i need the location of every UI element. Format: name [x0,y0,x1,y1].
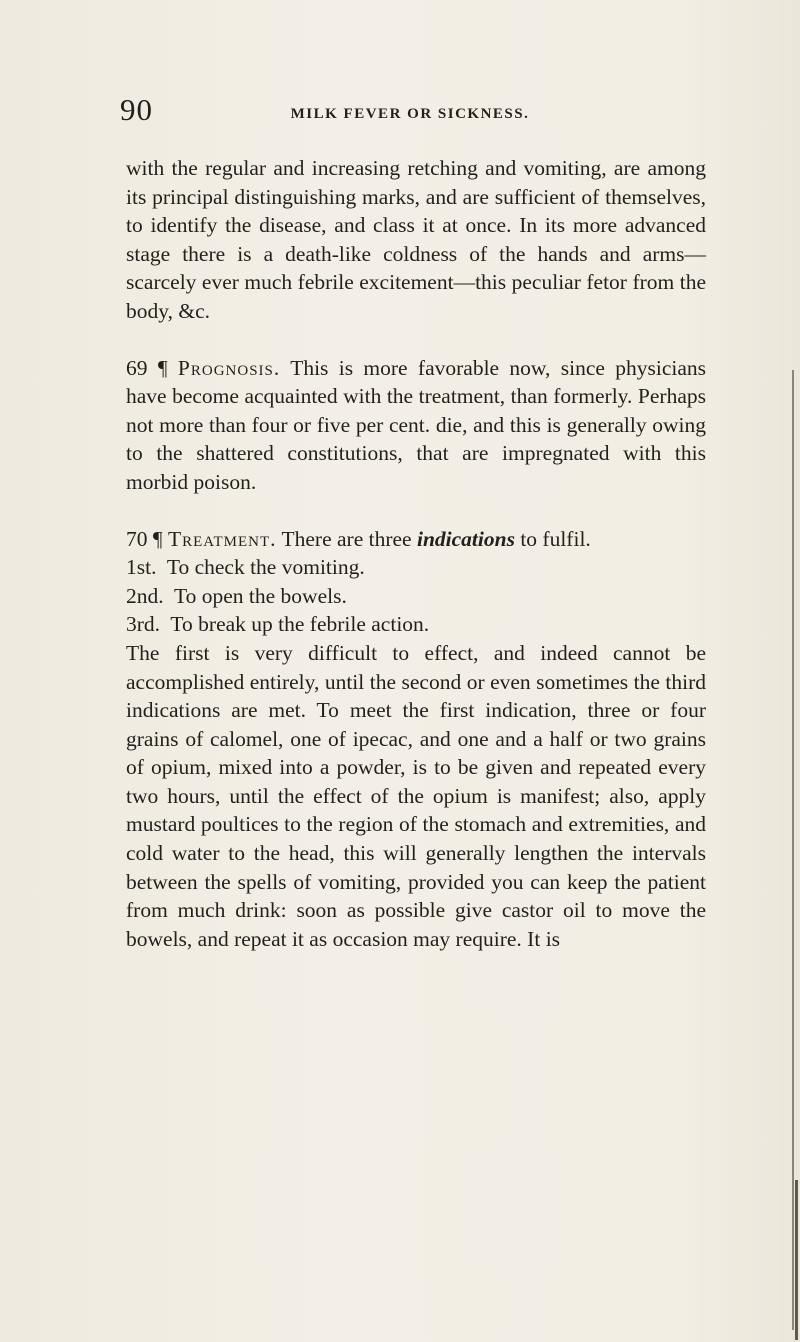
page-header [120,92,700,146]
emphasis-text: indications [416,526,515,551]
section-heading: Treatment. [168,526,277,551]
section-text: There are three [276,526,417,551]
list-item: 3rd. To break up the febrile action. [126,612,430,637]
running-head: MILK FEVER OR SICKNESS. [290,106,530,122]
paragraph-prognosis [126,354,706,497]
paragraph-treatment-body: The first is very difficult to effect, and indeed cannot be accomplished entirely, until the second or even sometimes the third indications are met. To meet the first indication, three or four grains of calomel, one of ipecac, and one and a half or two grains of opium, mixed into a powder, is to be given and repeated every two hours, until the effect of the opium is manifest; also, apply mustard poultices to the region of the stomach and extremities, and cold water to the head, this will generally lengthen the intervals between the spells of vomiting, provided you can keep the patient from much drink: soon as possible give castor oil to move the bowels, and repeat it as occasion may require. It is [126,640,706,951]
list-item: 1st. To check the vomiting. [126,555,365,580]
paragraph-treatment [126,525,706,554]
page-edge-shadow [792,370,794,1330]
paragraph-intro: with the regular and increasing retching and vomiting, are among its principal distinguishing marks, and are sufficient of themselves, to identify the disease, and class it at once. In its more advanced stage there is a death-like coldness of the hands and arms—scarcely ever much febrile excitement—this peculiar fetor from the body, &c. [126,156,706,323]
section-heading: Prognosis. [177,355,281,380]
page-number: 90 [120,92,153,127]
section-number: 69 ¶ [126,355,168,380]
list-item: 2nd. To open the bowels. [126,583,347,608]
section-text-end: to fulfil. [514,526,591,551]
section-text: This is more favorable now, since physicians have become acquainted with the treatment, than formerly. Perhaps not more than four or five per cent. die, and this is generally owing to the shattered constitutions, that are impregnated with this morbid poison. [126,355,706,494]
section-number: 70 ¶ [126,526,163,551]
body-text [126,154,706,953]
page-edge-shadow-lower [795,1180,798,1340]
